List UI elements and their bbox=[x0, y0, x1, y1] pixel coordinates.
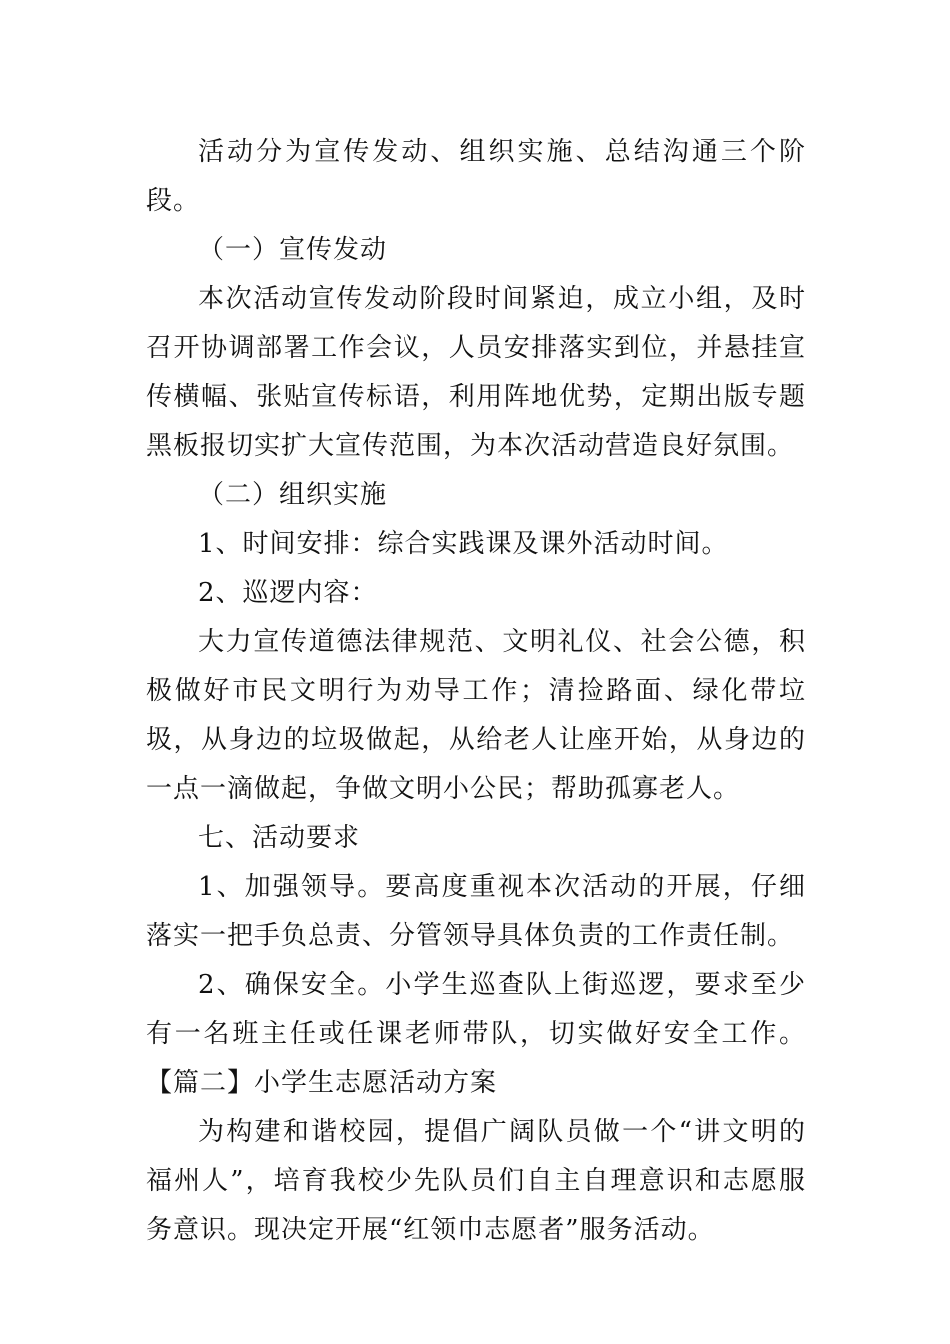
heading-publicity: （一）宣传发动 bbox=[198, 235, 388, 265]
heading-implementation: （二）组织实施 bbox=[198, 480, 388, 510]
paragraph-leadership: 1、加强领导。要高度重视本次活动的开展，仔细落实一把手负总责、分管领导具体负责的工作责任制。 bbox=[146, 872, 806, 951]
paragraph-publicity-body: 本次活动宣传发动阶段时间紧迫，成立小组，及时召开协调部署工作会议，人员安排落实到位，并悬挂宣传横幅、张贴宣传标语，利用阵地优势，定期出版专题黑板报切实扩大宣传范围，为本次活动营造良好氛围。 bbox=[146, 284, 806, 461]
paragraph-safety: 2、确保安全。小学生巡查队上街巡逻，要求至少有一名班主任或任课老师带队，切实做好安全工作。【篇二】小学生志愿活动方案 bbox=[146, 970, 806, 1098]
paragraph-requirements-heading: 七、活动要求 bbox=[198, 823, 361, 853]
paragraph-stages: 活动分为宣传发动、组织实施、总结沟通三个阶段。 bbox=[146, 137, 806, 216]
document-body bbox=[146, 128, 806, 1255]
paragraph-time-arrangement: 1、时间安排：综合实践课及课外活动时间。 bbox=[198, 529, 729, 559]
paragraph-patrol-content-body: 大力宣传道德法律规范、文明礼仪、社会公德，积极做好市民文明行为劝导工作；清捡路面、绿化带垃圾，从身边的垃圾做起，从给老人让座开始，从身边的一点一滴做起，争做文明小公民；帮助孤寡老人。 bbox=[146, 627, 806, 804]
paragraph-patrol-content-label: 2、巡逻内容： bbox=[198, 578, 378, 608]
paragraph-volunteer-intro: 为构建和谐校园，提倡广阔队员做一个“讲文明的福州人”，培育我校少先队员们自主自理意识和志愿服务意识。现决定开展“红领巾志愿者”服务活动。 bbox=[146, 1117, 806, 1245]
